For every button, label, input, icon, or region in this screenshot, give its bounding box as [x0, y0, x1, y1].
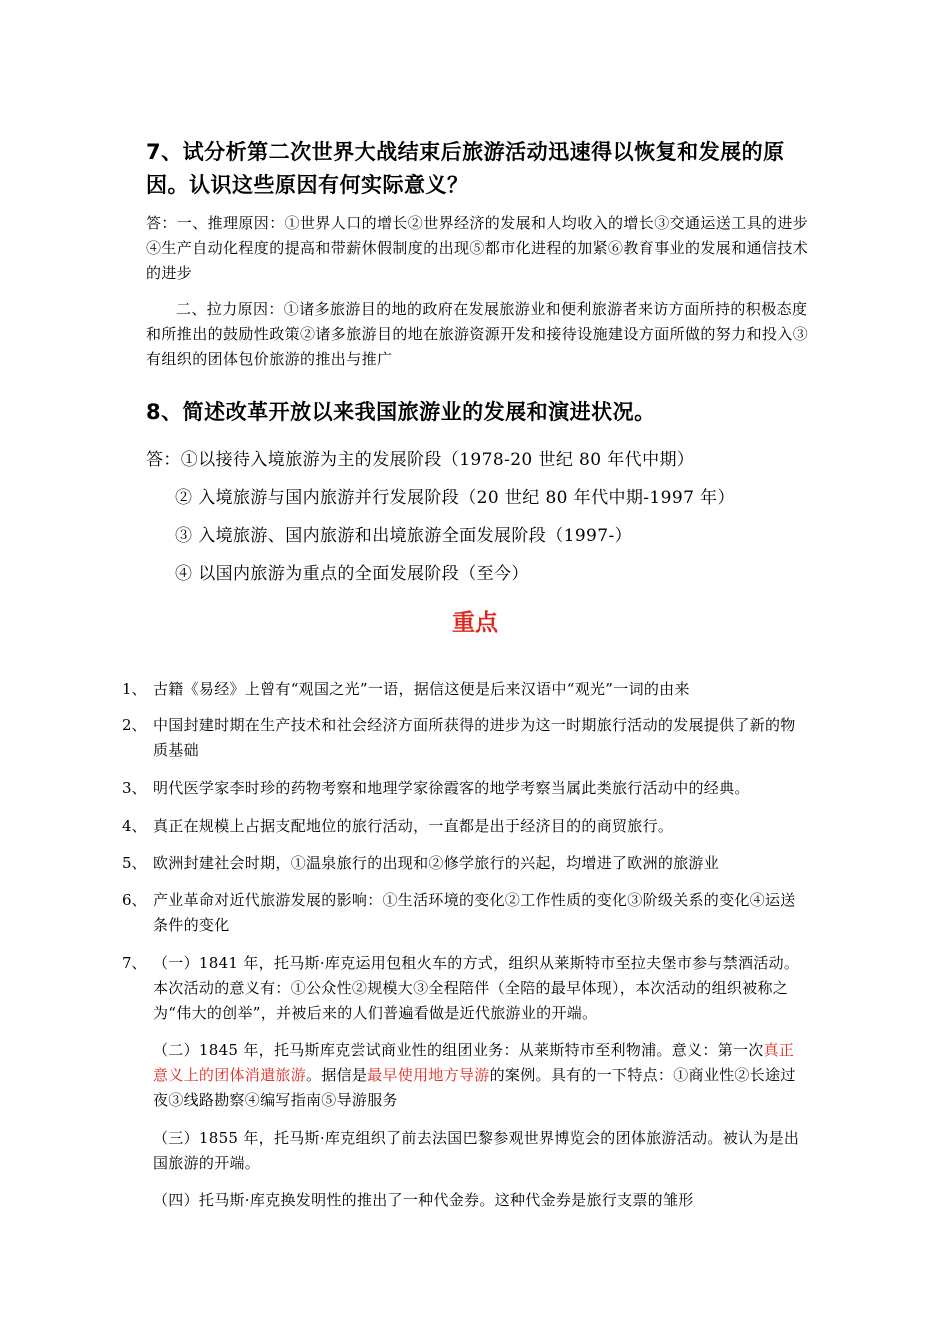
list-subitem-3: （三）1855 年，托马斯·库克组织了前去法国巴黎参观世界博览会的团体旅游活动。被认为是出国旅游的开端。 [153, 1129, 800, 1172]
question-8-answer-1: 答：①以接待入境旅游为主的发展阶段（1978-20 世纪 80 年代中期） [146, 450, 695, 470]
list-item-number: 4、 [122, 817, 147, 835]
list-item-number: 1、 [122, 680, 147, 698]
list-item: 古籍《易经》上曾有“观国之光”一语，据信这便是后来汉语中“观光”一词的由来 [153, 680, 690, 698]
question-7-answer-push: 二、拉力原因：①诸多旅游目的地的政府在发展旅游业和便利旅游者来访方面所持的积极态度和所推出的鼓励性政策②诸多旅游目的地在旅游资源开发和接待设施建设方面所做的努力和投入③有组织的团体包价旅游的推出与推广 [146, 300, 809, 368]
question-8-answer-4: ④ 以国内旅游为重点的全面发展阶段（至今） [175, 564, 529, 584]
list-item-number: 3、 [122, 779, 147, 797]
subitem-2-text-b: 。据信是 [306, 1066, 368, 1084]
list-item-number: 5、 [122, 854, 147, 872]
subitem-2-text-a: （二）1845 年，托马斯库克尝试商业性的组团业务：从莱斯特市至利物浦。意义：第一次 [153, 1041, 764, 1059]
list-item-number: 2、 [122, 716, 147, 734]
question-8-answer-2: ② 入境旅游与国内旅游并行发展阶段（20 世纪 80 年代中期-1997 年） [175, 488, 735, 508]
question-7-answer-pull: 答：一、推理原因：①世界人口的增长②世界经济的发展和人均收入的增长③交通运送工具的进步④生产自动化程度的提高和带薪休假制度的出现⑤都市化进程的加紧⑥教育事业的发展和通信技术的进步 [146, 214, 809, 282]
question-7-title: 7、试分析第二次世界大战结束后旅游活动迅速得以恢复和发展的原因。认识这些原因有何实际意义？ [146, 140, 785, 197]
subitem-2-text-c: 的案例。具有的一下特点：①商业性②长途过夜③线路勘察④编写指南⑤导游服务 [153, 1066, 796, 1109]
list-item-number: 6、 [122, 891, 147, 909]
list-item: 欧洲封建社会时期，①温泉旅行的出现和②修学旅行的兴起，均增进了欧洲的旅游业 [153, 854, 720, 872]
list-item: 明代医学家李时珍的药物考察和地理学家徐霞客的地学考察当属此类旅行活动中的经典。 [153, 779, 750, 797]
list-item: 产业革命对近代旅游发展的影响：①生活环境的变化②工作性质的变化③阶级关系的变化④运送条件的变化 [153, 891, 796, 934]
list-subitem-2 [153, 1038, 808, 1113]
key-points-heading: 重点 [452, 610, 498, 636]
subitem-2-highlight-1: 真正意义上的团体消遣旅游 [153, 1041, 795, 1084]
question-8-answer-3: ③ 入境旅游、国内旅游和出境旅游全面发展阶段（1997-） [175, 526, 633, 546]
list-item: 真正在规模上占据支配地位的旅行活动，一直都是出于经济目的的商贸旅行。 [153, 817, 674, 835]
list-item: （一）1841 年，托马斯·库克运用包租火车的方式，组织从莱斯特市至拉夫堡市参与禁酒活动。本次活动的意义有：①公众性②规模大③全程陪伴（全陪的最早体现），本次活动的组织被称之为“伟大的创举”，并被后来的人们普遍看做是近代旅游业的开端。 [153, 954, 800, 1022]
list-item: 中国封建时期在生产技术和社会经济方面所获得的进步为这一时期旅行活动的发展提供了新的物质基础 [153, 716, 796, 759]
list-item-number: 7、 [122, 954, 147, 972]
subitem-2-highlight-2: 最早使用地方导游 [367, 1066, 490, 1084]
list-subitem-4: （四）托马斯·库克换发明性的推出了一种代金券。这种代金券是旅行支票的雏形 [153, 1191, 694, 1209]
question-8-title: 8、简述改革开放以来我国旅游业的发展和演进状况。 [146, 400, 656, 424]
